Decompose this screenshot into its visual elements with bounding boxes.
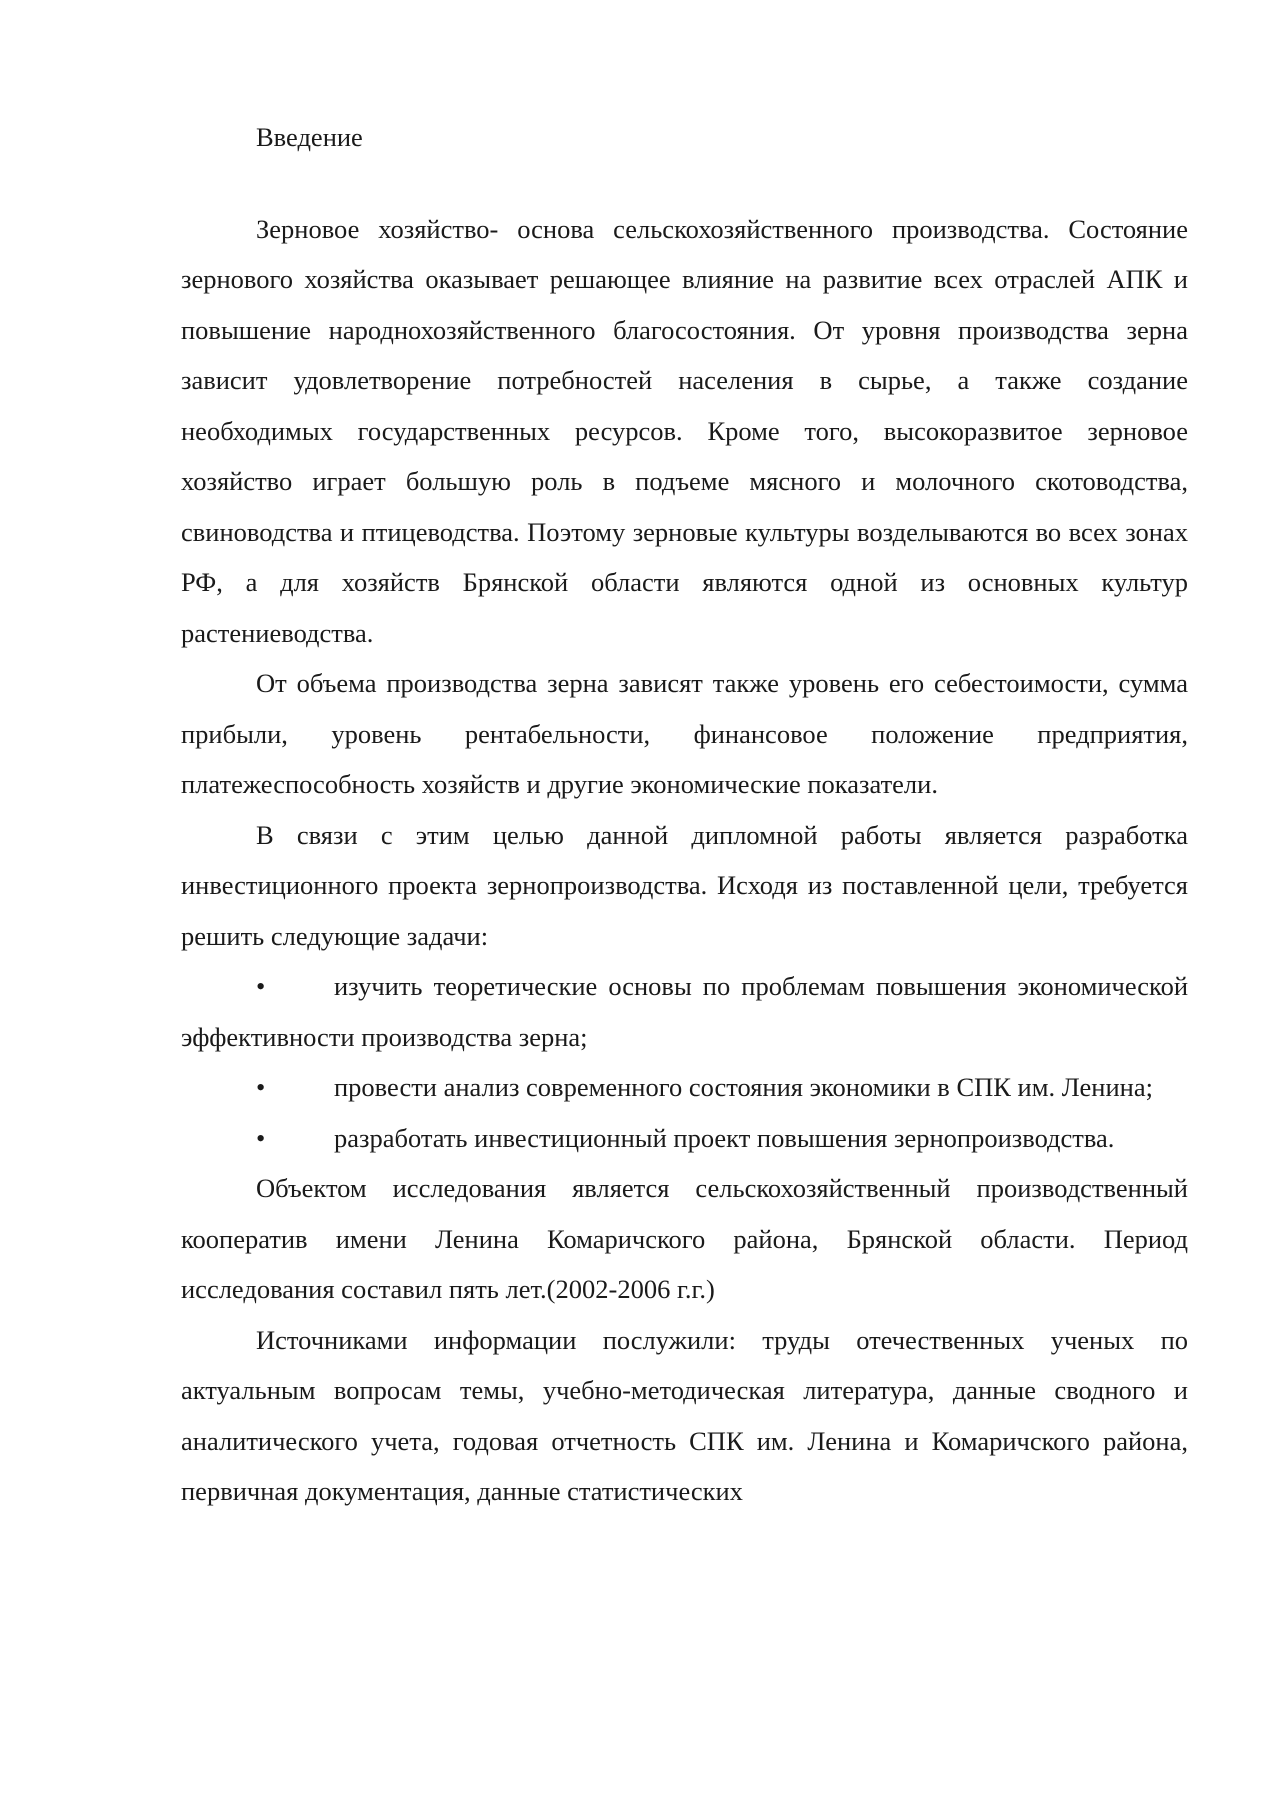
task-list-item: [181, 1113, 1188, 1164]
paragraph-sources: Источниками информации послужили: труды отечественных ученых по актуальным вопросам темы, учебно-методическая литература, данные сводного и аналитического учета, годовая отчетность СПК им. Ленина и Комаричского района, первичная документация, данные статистических: [181, 1324, 1188, 1506]
bullet-marker: •: [256, 1122, 266, 1153]
task-text: изучить теоретические основы по проблемам повышения экономической эффективности производства зерна;: [181, 971, 1188, 1052]
document-body: [181, 112, 1188, 1517]
paragraph-volume: От объема производства зерна зависят также уровень его себестоимости, сумма прибыли, уровень рентабельности, финансовое положение предприятия, платежеспособность хозяйств и другие экономические показатели.: [181, 668, 1188, 799]
spacer: [181, 163, 1188, 204]
task-text: разработать инвестиционный проект повышения зернопроизводства.: [334, 1122, 1115, 1153]
task-list-item: [181, 961, 1188, 1062]
page-title: Введение: [256, 122, 363, 152]
paragraph-goal: В связи с этим целью данной дипломной работы является разработка инвестиционного проекта зернопроизводства. Исходя из поставленной цели, требуется решить следующие задачи:: [181, 819, 1188, 951]
paragraph-intro: Зерновое хозяйство- основа сельскохозяйственного производства. Состояние зернового хозяйства оказывает решающее влияние на развитие всех отраслей АПК и повышение народнохозяйственного благосостояния. От уровня производства зерна зависит удовлетворение потребностей населения в сырье, а также создание необходимых государственных ресурсов. Кроме того, высокоразвитое зерновое хозяйство играет большую роль в подъеме мясного и молочного скотоводства, свиноводства и птицеводства. Поэтому зерновые культуры возделываются во всех зонах РФ, а для хозяйств Брянской области являются одной из основных культур растениеводства.: [181, 213, 1188, 648]
task-text: провести анализ современного состояния экономики в СПК им. Ленина;: [334, 1072, 1153, 1102]
bullet-marker: •: [256, 971, 266, 1001]
task-list-item: [181, 1062, 1188, 1113]
paragraph-object: Объектом исследования является сельскохозяйственный производственный кооператив имени Ленина Комаричского района, Брянской области. Период исследования составил пять лет.(2002-2006 г.г.): [181, 1173, 1188, 1304]
bullet-marker: •: [256, 1072, 266, 1102]
